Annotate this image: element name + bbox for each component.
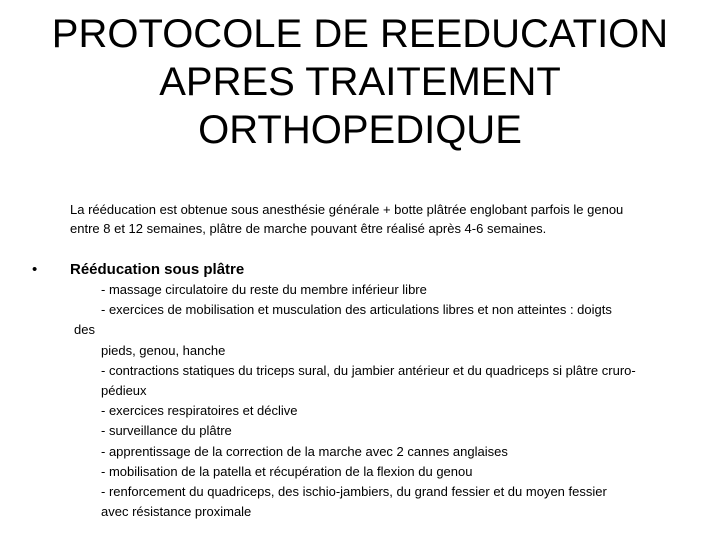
list-item-continuation: avec résistance proximale [101, 504, 252, 520]
slide-title-line-2: APRES TRAITEMENT [159, 60, 561, 104]
slide-title-line-1: PROTOCOLE DE REEDUCATION [51, 12, 669, 56]
intro-line-2: entre 8 et 12 semaines, plâtre de marche pouvant être réalisé après 4-6 semaines. [70, 221, 547, 236]
exercise-list [0, 280, 720, 522]
intro-paragraph [70, 200, 690, 238]
list-item: - mobilisation de la patella et récupération de la flexion du genou [101, 463, 473, 479]
list-item: - surveillance du plâtre [101, 423, 232, 439]
list-item: - renforcement du quadriceps, des ischio-jambiers, du grand fessier et du moyen fessier [101, 484, 607, 500]
list-item-continuation: pieds, genou, hanche [101, 342, 226, 358]
slide-title-line-3: ORTHOPEDIQUE [198, 108, 522, 152]
bullet-marker: • [32, 261, 38, 278]
intro-line-1: La rééducation est obtenue sous anesthésie générale + botte plâtrée englobant parfois le genou [70, 202, 624, 217]
list-item: - massage circulatoire du reste du membre inférieur libre [101, 282, 427, 297]
list-item: - contractions statiques du triceps sural, du jambier antérieur et du quadriceps si plâtre cruro- [101, 362, 636, 378]
list-item: - apprentissage de la correction de la marche avec 2 cannes anglaises [101, 443, 508, 459]
list-item: - exercices respiratoires et déclive [101, 403, 298, 419]
list-item-continuation: des [74, 322, 95, 338]
section-heading: Rééducation sous plâtre [70, 261, 245, 278]
slide-title [0, 10, 720, 154]
list-item: - exercices de mobilisation et musculation des articulations libres et non atteintes : doigts [101, 302, 612, 318]
list-item-continuation: pédieux [101, 383, 147, 399]
